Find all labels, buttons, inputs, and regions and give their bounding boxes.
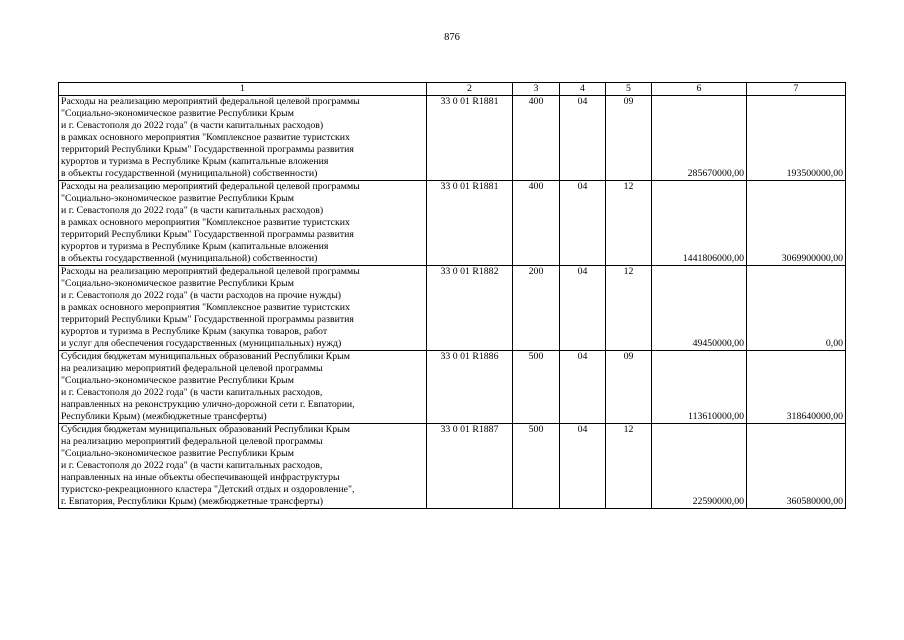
- section-code: 04: [560, 266, 606, 351]
- subsection-code: 12: [606, 181, 652, 266]
- amount-column-7: 360580000,00: [747, 424, 846, 509]
- subsection-code: 09: [606, 96, 652, 181]
- target-article-code: 33 0 01 R1887: [427, 424, 513, 509]
- section-code: 04: [560, 96, 606, 181]
- subsection-code: 12: [606, 424, 652, 509]
- expense-type-code: 400: [513, 181, 560, 266]
- amount-column-7: 0,00: [747, 266, 846, 351]
- expense-type-code: 400: [513, 96, 560, 181]
- amount-column-7: 318640000,00: [747, 351, 846, 424]
- section-code: 04: [560, 181, 606, 266]
- target-article-code: 33 0 01 R1882: [427, 266, 513, 351]
- target-article-code: 33 0 01 R1886: [427, 351, 513, 424]
- amount-column-6: 22590000,00: [652, 424, 747, 509]
- column-header: 1: [59, 83, 427, 96]
- section-code: 04: [560, 424, 606, 509]
- column-header: 3: [513, 83, 560, 96]
- target-article-code: 33 0 01 R1881: [427, 181, 513, 266]
- expense-type-code: 200: [513, 266, 560, 351]
- table-row: [59, 266, 846, 351]
- amount-column-6: 49450000,00: [652, 266, 747, 351]
- section-code: 04: [560, 351, 606, 424]
- subsection-code: 12: [606, 266, 652, 351]
- column-header: 6: [652, 83, 747, 96]
- expense-description: Субсидия бюджетам муниципальных образований Республики Крым на реализацию мероприятий федеральной целевой программы "Социально-экономическое развитие Республики Крым и г. Севастополя до 2022 года" (в части капитальных расходов, направленных на реконструкцию улично-дорожной сети г. Евпатории, Республики Крым) (межбюджетные трансферты): [59, 351, 427, 424]
- amount-column-7: 3069900000,00: [747, 181, 846, 266]
- table-row: [59, 96, 846, 181]
- table-row: [59, 424, 846, 509]
- target-article-code: 33 0 01 R1881: [427, 96, 513, 181]
- table-row: [59, 351, 846, 424]
- column-header: 7: [747, 83, 846, 96]
- amount-column-6: 1441806000,00: [652, 181, 747, 266]
- expense-description: Расходы на реализацию мероприятий федеральной целевой программы "Социально-экономическое развитие Республики Крым и г. Севастополя до 2022 года" (в части капитальных расходов) в рамках основного мероприятия "Комплексное развитие туристских территорий Республики Крым" Государственной программы развития курортов и туризма в Республике Крым (капитальные вложения в объекты государственной (муниципальной) собственности): [59, 96, 427, 181]
- amount-column-6: 285670000,00: [652, 96, 747, 181]
- table-row: [59, 181, 846, 266]
- budget-table: [58, 82, 846, 509]
- page-number: 876: [444, 32, 460, 43]
- expense-description: Субсидия бюджетам муниципальных образований Республики Крым на реализацию мероприятий федеральной целевой программы "Социально-экономическое развитие Республики Крым и г. Севастополя до 2022 года" (в части капитальных расходов, направленных на иные объекты обеспечивающей инфраструктуры туристско-рекреационного кластера "Детский отдых и оздоровление", г. Евпатория, Республики Крым) (межбюджетные трансферты): [59, 424, 427, 509]
- subsection-code: 09: [606, 351, 652, 424]
- column-header: 4: [560, 83, 606, 96]
- table-header-row: [59, 83, 846, 96]
- expense-type-code: 500: [513, 351, 560, 424]
- amount-column-7: 193500000,00: [747, 96, 846, 181]
- column-header: 5: [606, 83, 652, 96]
- expense-description: Расходы на реализацию мероприятий федеральной целевой программы "Социально-экономическое развитие Республики Крым и г. Севастополя до 2022 года" (в части расходов на прочие нужды) в рамках основного мероприятия "Комплексное развитие туристских территорий Республики Крым" Государственной программы развития курортов и туризма в Республике Крым (закупка товаров, работ и услуг для обеспечения государственных (муниципальных) нужд): [59, 266, 427, 351]
- expense-description: Расходы на реализацию мероприятий федеральной целевой программы "Социально-экономическое развитие Республики Крым и г. Севастополя до 2022 года" (в части капитальных расходов) в рамках основного мероприятия "Комплексное развитие туристских территорий Республики Крым" Государственной программы развития курортов и туризма в Республике Крым (капитальные вложения в объекты государственной (муниципальной) собственности): [59, 181, 427, 266]
- amount-column-6: 113610000,00: [652, 351, 747, 424]
- expense-type-code: 500: [513, 424, 560, 509]
- column-header: 2: [427, 83, 513, 96]
